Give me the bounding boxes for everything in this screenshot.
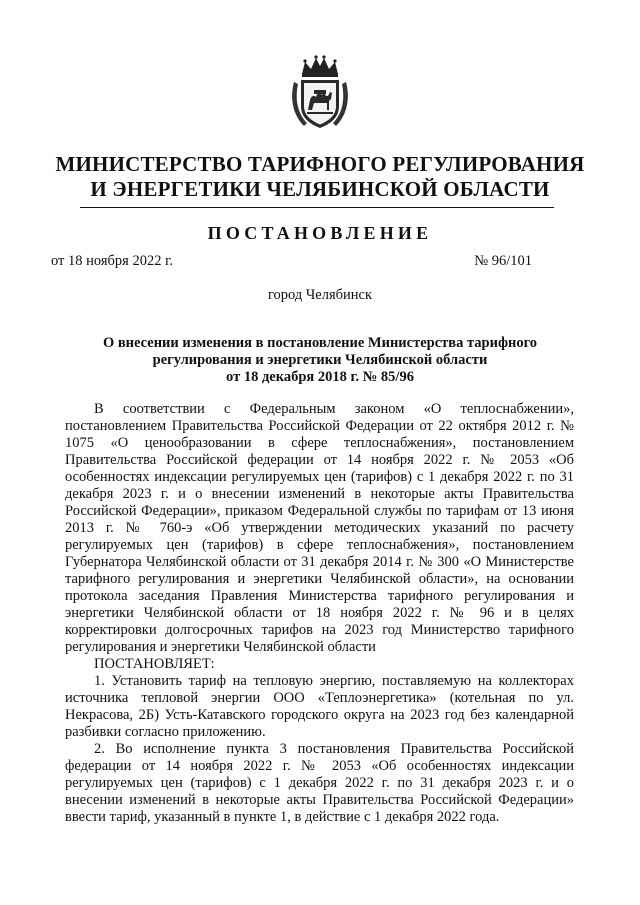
decree-subject-line-3: от 18 декабря 2018 г. № 85/96 xyxy=(226,369,414,385)
decree-subject-line-1: О внесении изменения в постановление Министерства тарифного xyxy=(102,335,538,351)
chelyabinsk-coat-of-arms-icon xyxy=(290,52,350,134)
preamble-paragraph: В соответствии с Федеральным законом «О теплоснабжении», постановлением Правительства Российской Федерации от 22 октября 2012 г. № 1075 «О ценообразовании в сфере теплоснабжения», постановлением Правительства Российской федерации от 14 ноября 2022 г. № 2053 «Об особенностях индексации регулируемых цен (тарифов) с 1 декабря 2022 г. по 31 декабря 2023 г. и о внесении изменений в некоторые акты Правительства Российской Федерации», приказом Федеральной службы по тарифам от 13 июня 2013 г. № 760-э «Об утверждении методических указаний по расчету регулируемых цен (тарифов) в сфере теплоснабжения», постановлением Губернатора Челябинской области от 31 декабря 2014 г. № 300 «О Министерстве тарифного регулирования и энергетики Челябинской области», на основании протокола заседания Правления Министерства тарифного регулирования и энергетики Челябинской области от 18 ноября 2022 г. № 96 и в целях корректировки долгосрочных тарифов на 2023 год Министерство тарифного регулирования и энергетики Челябинской области xyxy=(65,401,574,655)
ministry-name-line-2: И ЭНЕРГЕТИКИ ЧЕЛЯБИНСКОЙ ОБЛАСТИ xyxy=(90,177,550,201)
resolves-paragraph: ПОСТАНОВЛЯЕТ: xyxy=(94,656,215,672)
decree-title: ПОСТАНОВЛЕНИЕ xyxy=(207,223,433,243)
decree-number: № 96/101 xyxy=(474,253,532,269)
header-divider xyxy=(80,207,554,208)
ministry-name xyxy=(40,152,600,202)
decree-subject xyxy=(80,335,560,386)
item-1-paragraph: 1. Установить тариф на тепловую энергию, поставляемую на коллекторах источника тепловой энергии ООО «Теплоэнергетика» (котельная по ул. Некрасова, 2Б) Усть-Катавского городского округа на 2023 год без календарной разбивки согласно приложению. xyxy=(65,673,574,740)
decree-date: от 18 ноября 2022 г. xyxy=(51,253,174,269)
decree-city: город Челябинск xyxy=(267,287,373,303)
item-2-paragraph: 2. Во исполнение пункта 3 постановления Правительства Российской федерации от 14 ноября 2022 г. № 2053 «Об особенностях индексации регулируемых цен (тарифов) с 1 декабря 2022 г. по 31 декабря 2023 г. и о внесении изменений в некоторые акты Правительства Российской Федерации» ввести тариф, указанный в пункте 1, в действие с 1 декабря 2022 года. xyxy=(65,741,574,825)
decree-subject-line-2: регулирования и энергетики Челябинской области xyxy=(152,352,488,368)
ministry-name-line-1: МИНИСТЕРСТВО ТАРИФНОГО РЕГУЛИРОВАНИЯ xyxy=(55,152,585,176)
decree-body xyxy=(65,401,574,826)
